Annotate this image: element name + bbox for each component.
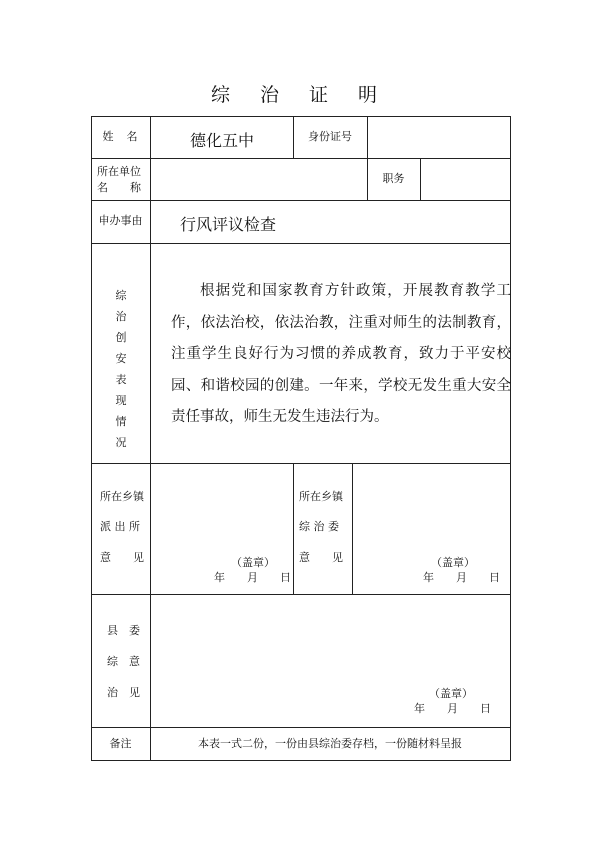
matter-label: 申办事由 bbox=[98, 214, 143, 227]
column-divider bbox=[352, 463, 353, 594]
row-divider bbox=[91, 200, 511, 201]
police-station-label-2: 派 出 所 bbox=[100, 520, 140, 533]
county-seal: （盖章） bbox=[429, 687, 473, 700]
committee-seal: （盖章） bbox=[431, 556, 475, 569]
column-divider bbox=[420, 158, 421, 200]
name-value: 德化五中 bbox=[190, 131, 255, 150]
row-divider bbox=[91, 243, 511, 244]
remark-text: 本表一式二份，一份由县综治委存档，一份随材料呈报 bbox=[198, 737, 462, 750]
row-divider bbox=[91, 760, 511, 761]
column-divider bbox=[510, 116, 511, 761]
police-station-date: 年 月 日 bbox=[214, 571, 291, 584]
row-divider bbox=[91, 727, 511, 728]
committee-date: 年 月 日 bbox=[423, 571, 500, 584]
remark-label: 备注 bbox=[109, 737, 132, 750]
police-station-label-1: 所在乡镇 bbox=[100, 490, 144, 503]
county-date: 年 月 日 bbox=[414, 702, 491, 715]
matter-value: 行风评议检查 bbox=[180, 215, 277, 234]
position-label: 职务 bbox=[382, 172, 405, 185]
row-divider bbox=[91, 594, 511, 595]
page-title: 综 治 证 明 bbox=[210, 84, 390, 106]
police-station-seal: （盖章） bbox=[231, 556, 275, 569]
row-divider bbox=[91, 463, 511, 464]
column-divider bbox=[367, 116, 368, 158]
committee-label-3: 意 见 bbox=[299, 551, 343, 564]
unit-label-line1: 所在单位 bbox=[97, 165, 141, 178]
committee-label-1: 所在乡镇 bbox=[299, 490, 343, 503]
unit-label-line2: 名 称 bbox=[97, 181, 141, 194]
name-label: 姓 名 bbox=[102, 130, 139, 143]
committee-label-2: 综 治 委 bbox=[299, 520, 339, 533]
column-divider bbox=[91, 116, 92, 761]
column-divider bbox=[293, 463, 294, 594]
performance-text: 根据党和国家教育方针政策，开展教育教学工作，依法治校，依法治教，注重对师生的法制教育，注重学生良好行为习惯的养成教育，致力于平安校园、和谐校园的创建。一年来，学校无发生重大安全责任事故，师生无发生违法行为。 bbox=[171, 283, 511, 425]
county-label-2: 综 意 bbox=[107, 655, 140, 668]
row-divider bbox=[91, 158, 511, 159]
performance-label: 综治创安表现情况 bbox=[115, 289, 127, 449]
county-label-3: 治 见 bbox=[107, 686, 140, 699]
column-divider bbox=[150, 116, 151, 761]
county-label-1: 县 委 bbox=[107, 624, 140, 637]
police-station-label-3: 意 见 bbox=[100, 551, 144, 564]
row-divider bbox=[91, 116, 511, 117]
id-number-label: 身份证号 bbox=[308, 130, 352, 143]
